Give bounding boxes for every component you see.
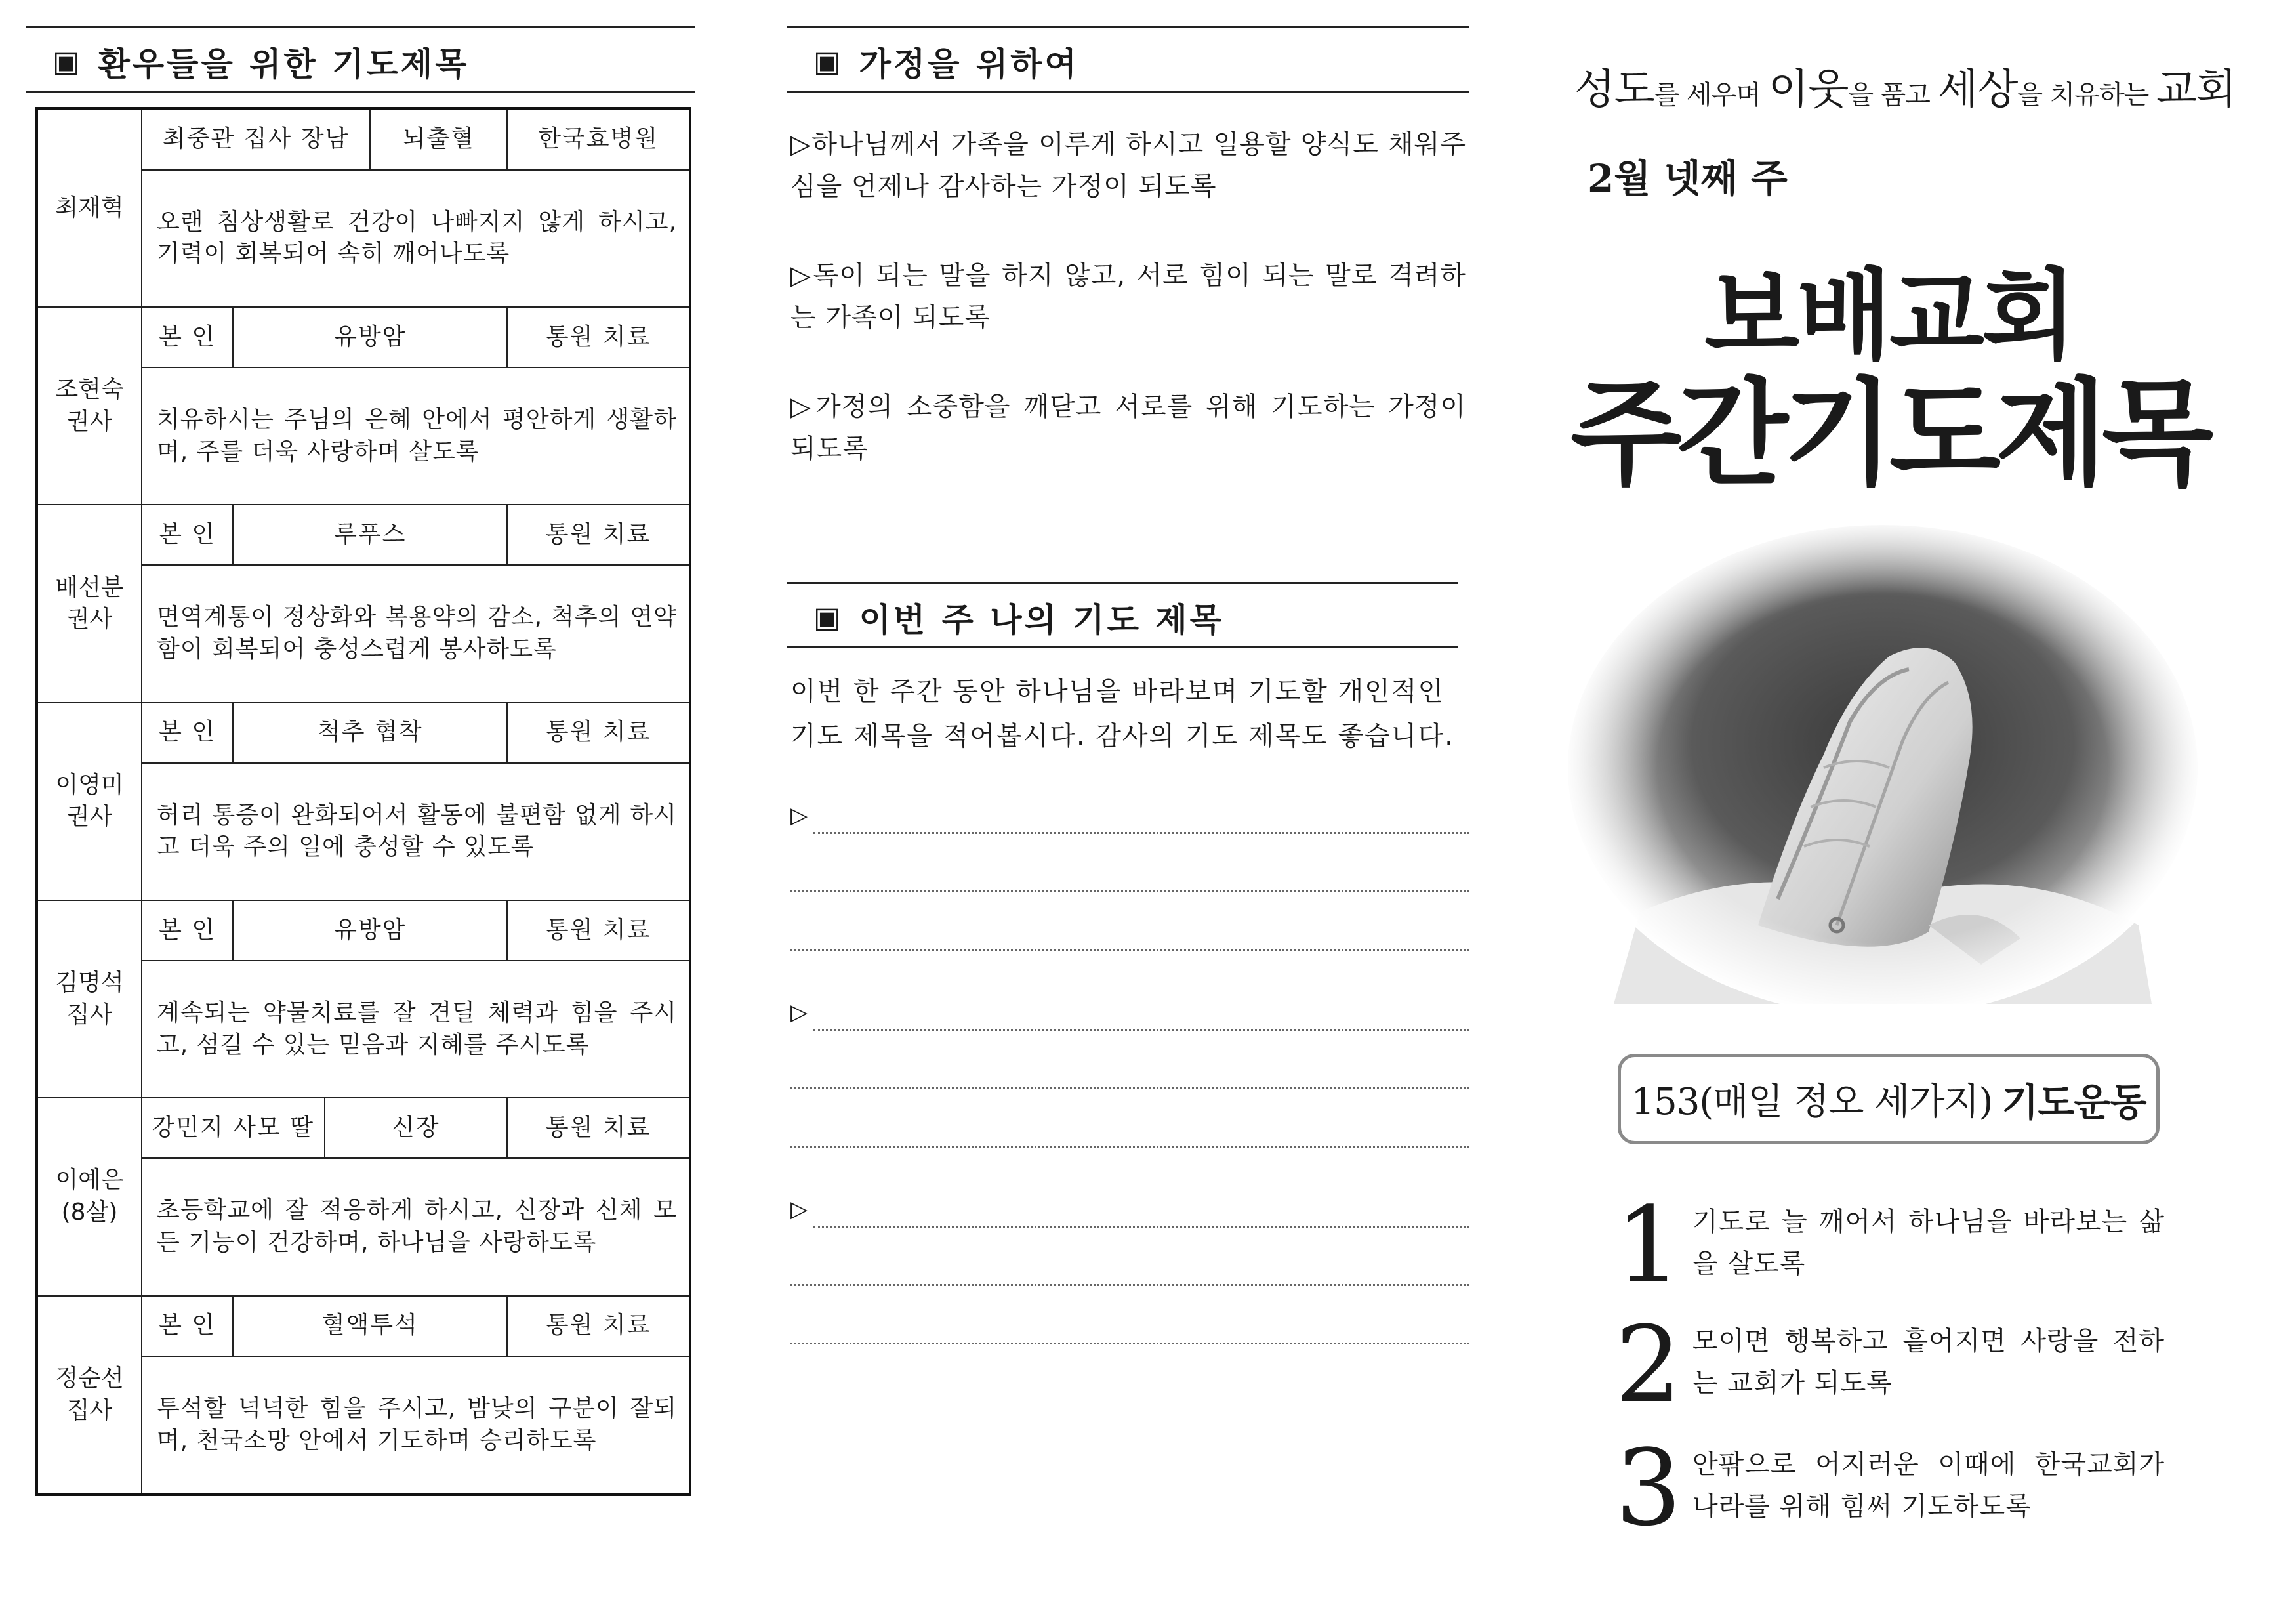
patient-prayer: 오랜 침상생활로 건강이 나빠지지 않게 하시고, 기력이 회복되어 속히 깨어나도록 — [142, 170, 690, 307]
patients-table — [35, 107, 691, 1496]
my-prayer-title-text: 이번 주 나의 기도 제목 — [859, 601, 1224, 639]
week-label: 2월 넷째 주 — [1588, 156, 1788, 201]
patient-condition: 루푸스 — [233, 505, 507, 565]
writing-bullet-icon: ▷ — [790, 1196, 808, 1222]
patient-prayer: 투석할 넉넉한 힘을 주시고, 밤낮의 구분이 잘되며, 천국소망 안에서 기도하며 승리하도록 — [142, 1356, 690, 1495]
patient-info-row — [37, 307, 690, 367]
writing-line[interactable] — [790, 1087, 1469, 1089]
slogan-connector: 를 세우며 — [1654, 80, 1769, 110]
slogan-connector: 을 치유하는 — [2017, 80, 2156, 110]
patient-info-row — [37, 900, 690, 961]
patient-condition: 유방암 — [233, 307, 507, 367]
slogan-keyword: 교회 — [2156, 66, 2236, 114]
patient-info-row — [37, 1296, 690, 1356]
family-top-rule — [787, 26, 1469, 28]
patient-relation: 강민지 사모 딸 — [142, 1098, 325, 1158]
item-text: 기도로 늘 깨어서 하나님을 바라보는 삶을 살도록 — [1692, 1207, 2165, 1279]
praying-hands-image — [1561, 505, 2204, 1004]
patient-treatment: 통원 치료 — [507, 900, 690, 961]
patient-prayer: 계속되는 약물치료를 잘 견딜 체력과 힘을 주시고, 섬길 수 있는 믿음과 지혜를 주시도록 — [142, 961, 690, 1098]
patient-name: 이예은 (8살) — [37, 1098, 142, 1295]
patient-relation: 본 인 — [142, 307, 233, 367]
patient-condition: 뇌출혈 — [370, 108, 507, 170]
family-item: ▷가정의 소중함을 깨닫고 서로를 위해 기도하는 가정이 되도록 — [790, 392, 1466, 464]
patient-name: 김명석 집사 — [37, 900, 142, 1098]
patient-relation: 본 인 — [142, 900, 233, 961]
square-bullet-icon: ▣ — [52, 45, 83, 79]
writing-line[interactable] — [790, 1146, 1469, 1148]
patient-condition: 신장 — [325, 1098, 508, 1158]
writing-bullet-icon: ▷ — [790, 999, 808, 1026]
item-text: 안팎으로 어지러운 이때에 한국교회가 나라를 위해 힘써 기도하도록 — [1692, 1449, 2165, 1522]
patient-treatment: 통원 치료 — [507, 1296, 690, 1356]
patient-treatment: 통원 치료 — [507, 703, 690, 763]
writing-line[interactable] — [790, 949, 1469, 951]
patient-treatment: 한국효병원 — [507, 108, 690, 170]
prayer-movement-badge — [1618, 1054, 2160, 1144]
title-rule — [26, 91, 695, 93]
patient-prayer: 허리 통증이 완화되어서 활동에 불편함 없게 하시고 더욱 주의 일에 충성할 수 있도록 — [142, 763, 690, 900]
family-section-title — [813, 38, 1079, 85]
patient-condition: 유방암 — [233, 900, 507, 961]
badge-prefix: 153(매일 정오 세가지) — [1631, 1081, 1993, 1123]
slogan-keyword: 이웃 — [1768, 66, 1849, 114]
item-number: 3 — [1615, 1426, 1682, 1549]
family-title-rule — [787, 91, 1469, 93]
patient-name: 조현숙 권사 — [37, 307, 142, 505]
my-prayer-section-title — [813, 594, 1224, 641]
patient-condition: 혈액투석 — [233, 1296, 507, 1356]
patient-info-row — [37, 505, 690, 565]
patient-relation: 본 인 — [142, 703, 233, 763]
family-item: ▷하나님께서 가족을 이루게 하시고 일용할 양식도 채워주심을 언제나 감사하는 가정이 되도록 — [790, 129, 1466, 201]
patient-prayer: 면역계통이 정상화와 복용약의 감소, 척추의 연약함이 회복되어 충성스럽게 봉사하도록 — [142, 565, 690, 702]
slogan-connector: 을 품고 — [1848, 80, 1938, 110]
church-name: 보배교회 — [1704, 259, 2074, 373]
my-prayer-intro: 이번 한 주간 동안 하나님을 바라보며 기도할 개인적인 기도 제목을 적어봅시다. 감사의 기도 제목도 좋습니다. — [790, 677, 1454, 751]
patients-section-title — [52, 38, 469, 85]
writing-line[interactable] — [790, 890, 1469, 892]
patient-info-row — [37, 1098, 690, 1158]
patient-info-row — [37, 108, 690, 170]
patient-prayer: 치유하시는 주님의 은혜 안에서 평안하게 생활하며, 주를 더욱 사랑하며 살도록 — [142, 367, 690, 505]
slogan-keyword: 세상 — [1937, 66, 2018, 114]
top-rule — [26, 26, 695, 28]
patient-relation: 최중관 집사 장남 — [142, 108, 370, 170]
patient-relation: 본 인 — [142, 1296, 233, 1356]
patient-treatment: 통원 치료 — [507, 307, 690, 367]
writing-line[interactable] — [813, 832, 1469, 834]
patient-info-row — [37, 703, 690, 763]
main-title: 주간기도제목 — [1570, 367, 2209, 501]
patient-treatment: 통원 치료 — [507, 505, 690, 565]
square-bullet-icon: ▣ — [813, 600, 844, 635]
my-prayer-title-rule — [787, 646, 1458, 648]
patient-condition: 척추 협착 — [233, 703, 507, 763]
patient-name: 이영미 권사 — [37, 703, 142, 900]
writing-line[interactable] — [813, 1226, 1469, 1228]
writing-line[interactable] — [790, 1343, 1469, 1344]
item-number: 2 — [1615, 1303, 1682, 1426]
church-slogan — [1574, 56, 2236, 116]
writing-bullet-icon: ▷ — [790, 802, 808, 829]
square-bullet-icon: ▣ — [813, 45, 844, 79]
slogan-keyword: 성도 — [1574, 66, 1654, 114]
patient-name: 최재혁 — [37, 108, 142, 307]
family-item: ▷독이 되는 말을 하지 않고, 서로 힘이 되는 말로 격려하는 가족이 되도록 — [790, 260, 1466, 333]
item-number: 1 — [1615, 1184, 1682, 1306]
badge-main: 기도운동 — [2001, 1080, 2146, 1125]
writing-line[interactable] — [813, 1029, 1469, 1031]
patient-treatment: 통원 치료 — [507, 1098, 690, 1158]
patient-name: 정순선 집사 — [37, 1296, 142, 1495]
family-title-text: 가정을 위하여 — [859, 45, 1079, 83]
patients-title-text: 환우들을 위한 기도제목 — [98, 45, 470, 83]
patient-relation: 본 인 — [142, 505, 233, 565]
item-text: 모이면 행복하고 흩어지면 사랑을 전하는 교회가 되도록 — [1692, 1326, 2165, 1398]
writing-line[interactable] — [790, 1284, 1469, 1286]
my-prayer-top-rule — [787, 582, 1458, 584]
patient-prayer: 초등학교에 잘 적응하게 하시고, 신장과 신체 모든 기능이 건강하며, 하나님을 사랑하도록 — [142, 1158, 690, 1295]
patient-name: 배선분 권사 — [37, 505, 142, 702]
